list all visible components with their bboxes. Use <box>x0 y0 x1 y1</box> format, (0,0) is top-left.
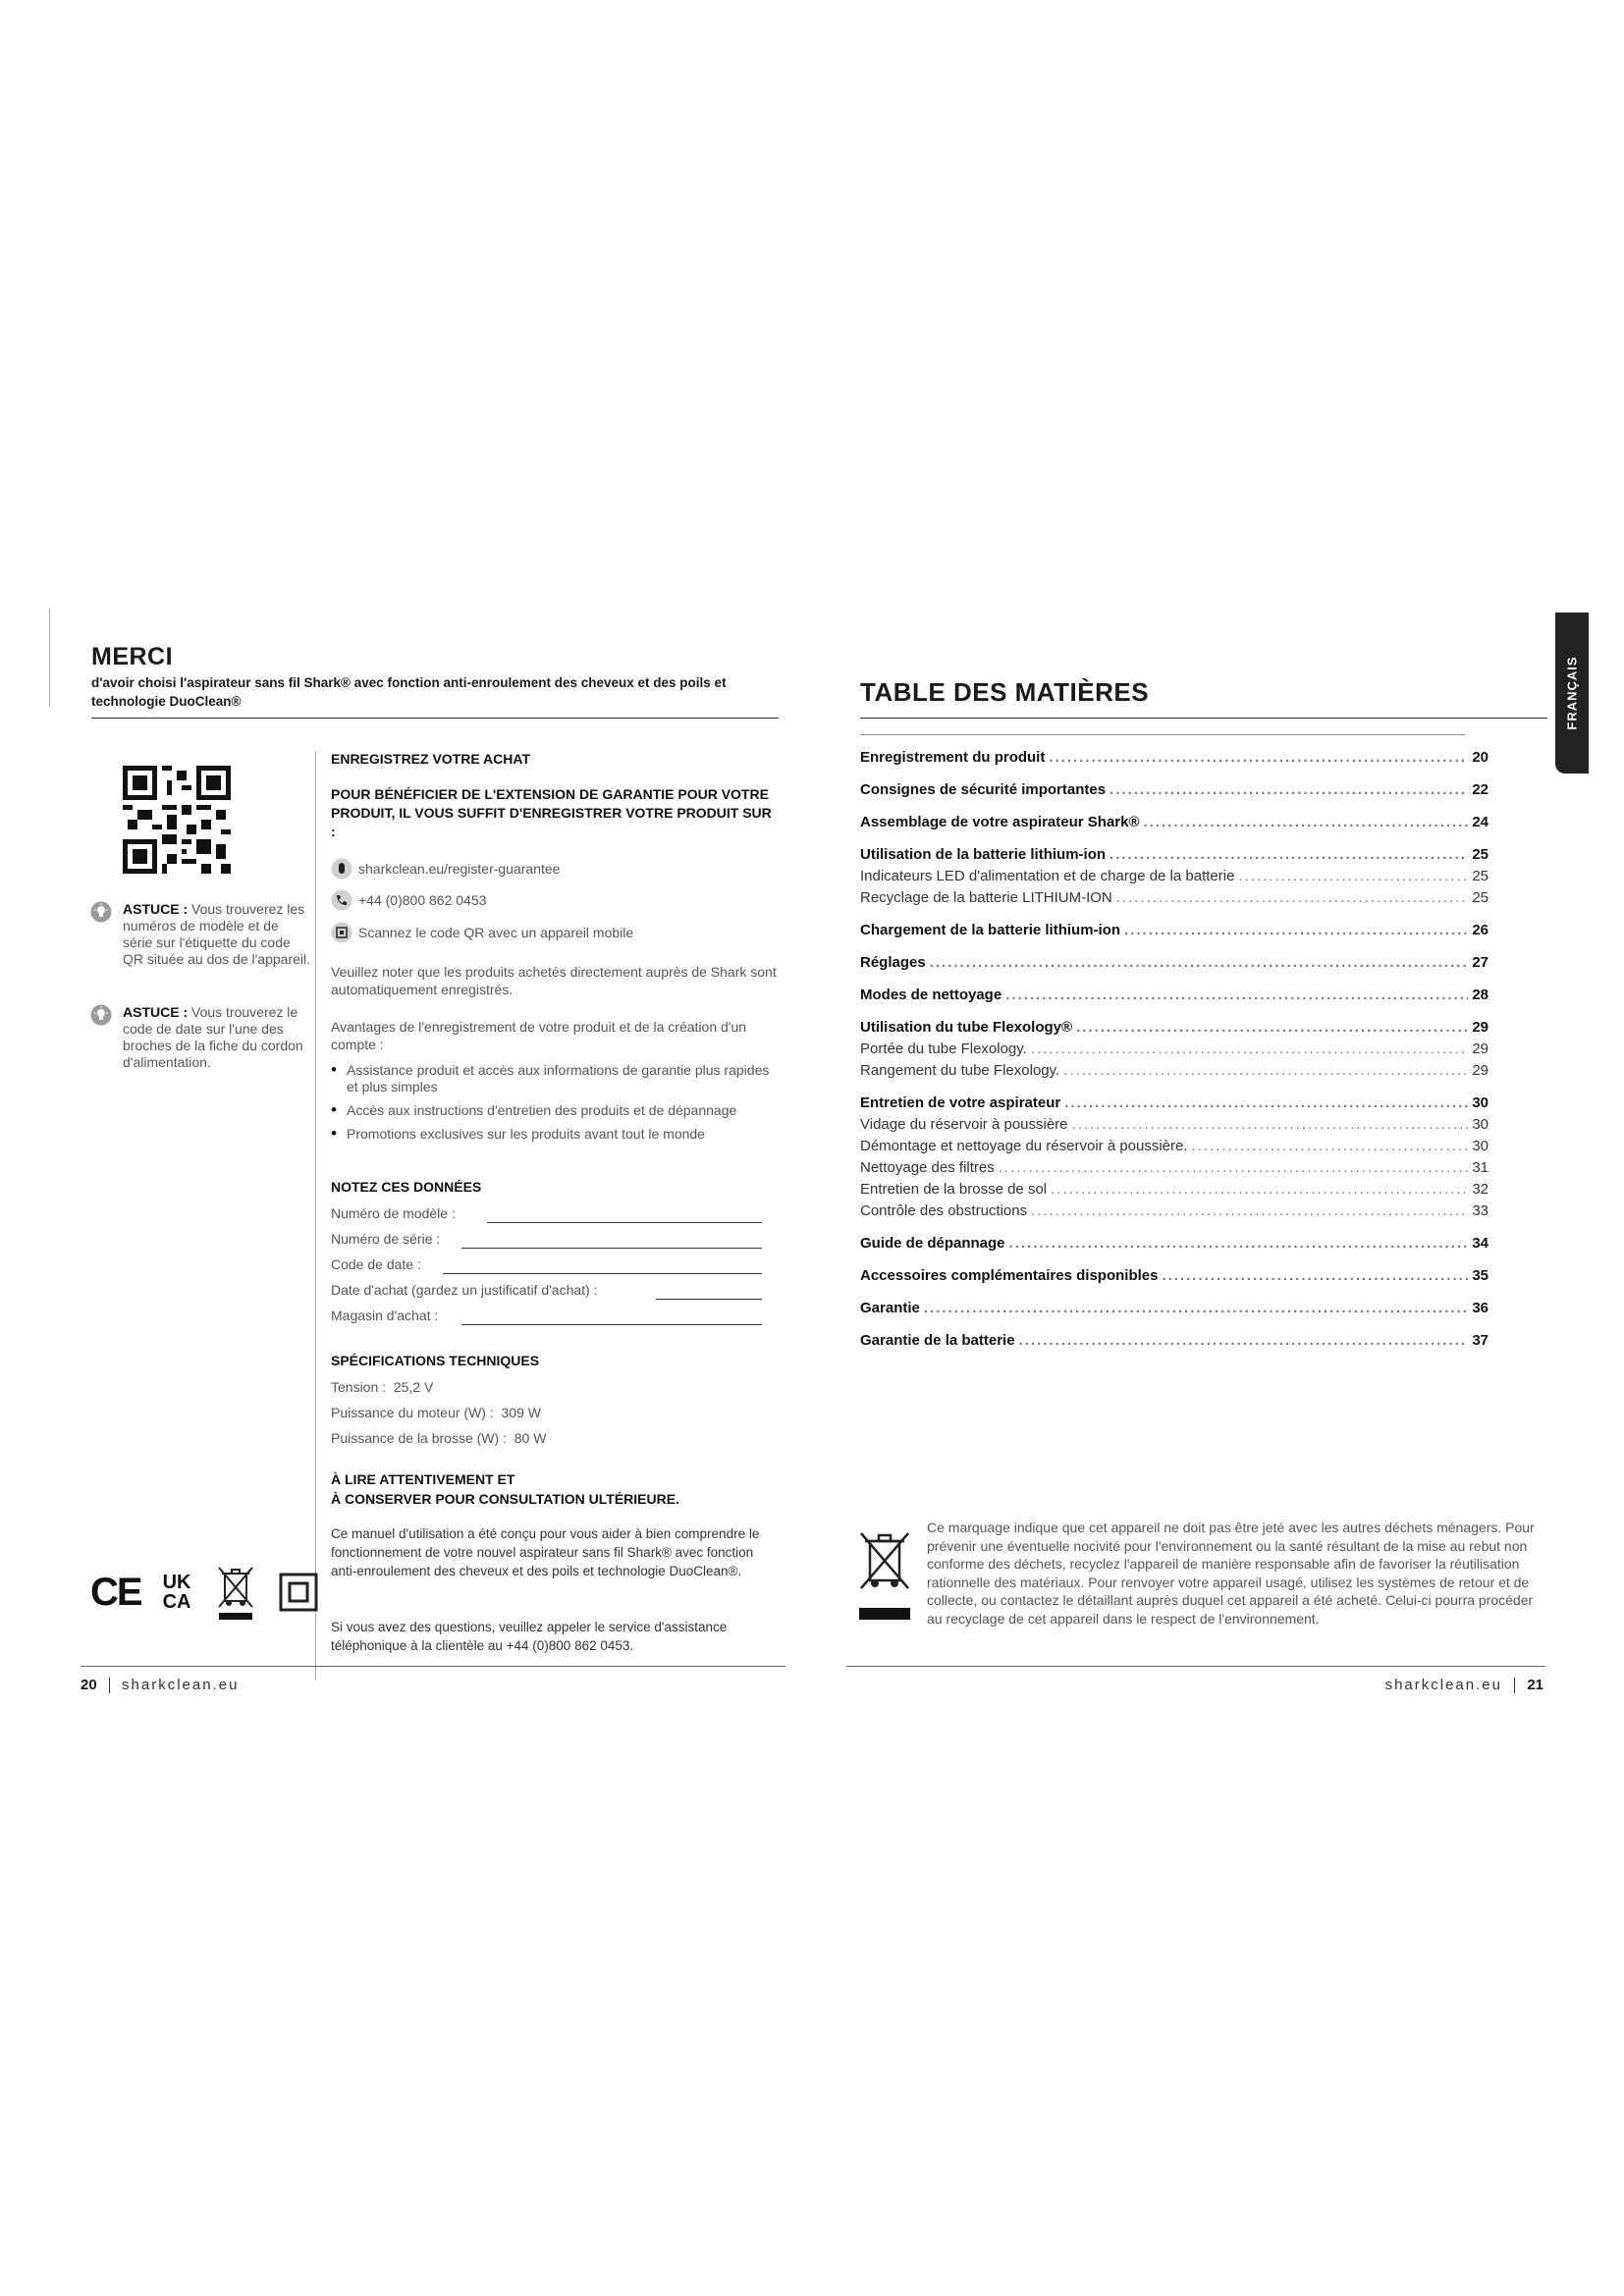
toc-entry[interactable] <box>860 749 1489 771</box>
qr-code-icon <box>123 766 231 874</box>
toc-leader-dots <box>1009 1235 1469 1252</box>
ukca-top: UK <box>162 1572 191 1593</box>
toc-entry-page: 28 <box>1472 987 1489 1003</box>
toc-leader-dots <box>1051 1181 1468 1198</box>
divider <box>860 718 1547 719</box>
lightbulb-icon <box>90 901 112 923</box>
toc-entry[interactable] <box>860 1300 1489 1321</box>
divider <box>91 718 779 719</box>
field-purchase-date-label: Date d'achat (gardez un justificatif d'achat) : <box>331 1282 598 1298</box>
toc-entry-title: Rangement du tube Flexology. <box>860 1062 1060 1079</box>
spec-value: 80 W <box>514 1430 547 1446</box>
double-insulation-icon <box>279 1573 318 1612</box>
toc-leader-dots <box>1019 1332 1469 1349</box>
toc-entry-title: Consignes de sécurité importantes <box>860 781 1107 798</box>
toc-entry-title: Indicateurs LED d'alimentation et de charge de la batterie <box>860 868 1235 884</box>
field-date-code-input[interactable] <box>443 1273 762 1274</box>
toc-entry-title: Entretien de votre aspirateur <box>860 1095 1061 1111</box>
register-url[interactable]: sharkclean.eu/register-guarantee <box>358 861 561 877</box>
list-item: • Assistance produit et accès aux informations de garantie plus rapides et plus simples <box>331 1062 783 1095</box>
toc-entry-page: 29 <box>1472 1041 1489 1057</box>
weee-bin-icon <box>216 1564 255 1621</box>
toc-top-rule <box>860 734 1465 735</box>
toc-title: TABLE DES MATIÈRES <box>860 677 1150 707</box>
toc-entry[interactable] <box>860 1095 1489 1116</box>
ce-mark: CE <box>90 1570 141 1614</box>
spec-label: Puissance du moteur (W) : <box>331 1405 494 1420</box>
spec-brush <box>331 1430 546 1446</box>
spec-value: 309 W <box>501 1405 541 1420</box>
toc-entry-title: Accessoires complémentaires disponibles <box>860 1267 1159 1284</box>
page-number: 20 <box>81 1677 97 1693</box>
field-store-input[interactable] <box>461 1324 762 1325</box>
register-phone: +44 (0)800 862 0453 <box>358 892 487 908</box>
footer-separator <box>109 1678 110 1693</box>
toc-entry[interactable] <box>860 846 1489 868</box>
toc-entry-page: 33 <box>1472 1202 1489 1219</box>
toc-leader-dots <box>1049 749 1468 766</box>
list-item: • Accès aux instructions d'entretien des produits et de dépannage <box>331 1102 783 1119</box>
toc-leader-dots <box>1063 1062 1468 1079</box>
toc-leader-dots <box>1031 1202 1468 1219</box>
toc-entry-page: 26 <box>1472 922 1489 938</box>
toc-leader-dots <box>1031 1041 1468 1057</box>
toc-leader-dots <box>1144 814 1469 830</box>
toc-entry[interactable] <box>860 1332 1489 1354</box>
read-heading-2: À CONSERVER POUR CONSULTATION ULTÉRIEURE. <box>331 1491 679 1507</box>
toc-entry[interactable] <box>860 1041 1489 1062</box>
toc-leader-dots <box>999 1159 1469 1176</box>
read-paragraph-1: Ce manuel d'utilisation a été conçu pour vous aider à bien comprendre le fonctionnement de votre nouvel aspirateur sans fil Shark® avec fonction anti-enroulement des cheveux et des poils et technologie DuoClean®. <box>331 1526 760 1578</box>
toc-entry[interactable] <box>860 1159 1489 1181</box>
spec-label: Puissance de la brosse (W) : <box>331 1430 507 1446</box>
tip-label: ASTUCE : <box>123 901 189 917</box>
field-model-input[interactable] <box>487 1222 762 1223</box>
footer-site: sharkclean.eu <box>1384 1677 1502 1693</box>
read-paragraph-2: Si vous avez des questions, veuillez appeler le service d'assistance téléphonique à la clientèle au +44 (0)800 862 0453. <box>331 1620 728 1653</box>
specs-heading: SPÉCIFICATIONS TECHNIQUES <box>331 1353 540 1368</box>
toc-leader-dots <box>1110 781 1468 798</box>
register-note: Veuillez noter que les produits achetés directement auprès de Shark sont automatiquement enregistrés. <box>331 964 777 997</box>
field-model-label: Numéro de modèle : <box>331 1205 456 1221</box>
lightbulb-icon <box>90 1004 112 1026</box>
benefits-list <box>331 1062 783 1149</box>
toc-leader-dots <box>1192 1138 1469 1154</box>
toc-entry-page: 24 <box>1472 814 1489 830</box>
toc-entry[interactable] <box>860 1116 1489 1138</box>
toc-entry-page: 20 <box>1472 749 1489 766</box>
footer-right <box>1385 1677 1543 1693</box>
toc-entry[interactable] <box>860 922 1489 943</box>
toc-entry-page: 32 <box>1472 1181 1489 1198</box>
tip-text: Vous trouverez les numéros de modèle et de série sur l'étiquette du code QR située au dos de l'appareil. <box>123 901 311 967</box>
spec-label: Tension : <box>331 1379 387 1395</box>
toc-entry-title: Réglages <box>860 954 926 971</box>
list-item: • Promotions exclusives sur les produits avant tout le monde <box>331 1126 783 1143</box>
footer-left <box>81 1677 239 1693</box>
footer-divider <box>846 1666 1545 1667</box>
toc-entry-page: 29 <box>1472 1062 1489 1079</box>
toc-entry[interactable] <box>860 1019 1489 1041</box>
margin-mark <box>49 609 50 707</box>
toc-entry-title: Assemblage de votre aspirateur Shark® <box>860 814 1140 830</box>
toc-entry-title: Recyclage de la batterie LITHIUM-ION <box>860 889 1112 906</box>
phone-icon <box>331 889 352 911</box>
toc-entry-page: 36 <box>1472 1300 1489 1316</box>
footer-divider <box>81 1666 785 1667</box>
toc-entry-page: 27 <box>1472 954 1489 971</box>
read-heading-1: À LIRE ATTENTIVEMENT ET <box>331 1471 515 1487</box>
toc-leader-dots <box>1162 1267 1468 1284</box>
toc-entry-page: 25 <box>1472 868 1489 884</box>
field-store-label: Magasin d'achat : <box>331 1308 439 1323</box>
toc-entry-title: Nettoyage des filtres <box>860 1159 995 1176</box>
field-serial-input[interactable] <box>461 1248 762 1249</box>
field-serial-label: Numéro de série : <box>331 1231 441 1247</box>
field-purchase-date-input[interactable] <box>656 1299 762 1300</box>
toc-entry-title: Vidage du réservoir à poussière <box>860 1116 1068 1133</box>
footer-site: sharkclean.eu <box>122 1677 240 1693</box>
language-tab-label: FRANÇAIS <box>1564 656 1580 730</box>
certification-logos <box>90 1569 318 1616</box>
tip-label: ASTUCE : <box>123 1004 189 1020</box>
toc-entry[interactable] <box>860 781 1489 803</box>
scan-qr-icon <box>331 922 352 943</box>
toc-leader-dots <box>930 954 1469 971</box>
toc-entry-title: Enregistrement du produit <box>860 749 1046 766</box>
ukca-bottom: CA <box>162 1591 191 1613</box>
toc-entry-title: Modes de nettoyage <box>860 987 1002 1003</box>
field-date-code-label: Code de date : <box>331 1256 421 1272</box>
toc-leader-dots <box>1110 846 1468 863</box>
toc-entry-title: Utilisation du tube Flexology® <box>860 1019 1073 1036</box>
spec-value: 25,2 V <box>393 1379 434 1395</box>
toc-entry[interactable] <box>860 1235 1489 1256</box>
register-phone-row <box>331 888 486 912</box>
toc-leader-dots <box>1116 889 1469 906</box>
toc-entry-page: 25 <box>1472 846 1489 863</box>
record-heading: NOTEZ CES DONNÉES <box>331 1179 482 1195</box>
toc-entry[interactable] <box>860 1138 1489 1159</box>
toc-entry-title: Portée du tube Flexology. <box>860 1041 1027 1057</box>
benefits-intro: Avantages de l'enregistrement de votre produit et de la création d'un compte : <box>331 1019 747 1052</box>
toc-entry-title: Garantie <box>860 1300 920 1316</box>
column-divider <box>315 752 316 1680</box>
register-scan: Scannez le code QR avec un appareil mobile <box>358 925 634 940</box>
register-heading: ENREGISTREZ VOTRE ACHAT <box>331 751 531 767</box>
mouse-icon <box>331 858 352 880</box>
toc-entry-title: Contrôle des obstructions <box>860 1202 1028 1219</box>
ukca-mark <box>163 1573 191 1612</box>
toc-entry-title: Garantie de la batterie <box>860 1332 1015 1349</box>
toc-entry[interactable] <box>860 1202 1489 1224</box>
toc-entry-page: 35 <box>1472 1267 1489 1284</box>
toc-entry-page: 31 <box>1472 1159 1489 1176</box>
toc-entry-page: 34 <box>1472 1235 1489 1252</box>
toc-entry[interactable] <box>860 814 1489 835</box>
register-web-row <box>331 857 560 881</box>
toc-entry-title: Démontage et nettoyage du réservoir à poussière. <box>860 1138 1188 1154</box>
language-tab <box>1555 613 1589 774</box>
tip-text: Vous trouverez le code de date sur l'une des broches de la fiche du cordon d'alimentation. <box>123 1004 303 1070</box>
weee-bin-icon <box>856 1527 913 1626</box>
register-scan-row <box>331 921 633 944</box>
register-subheading: POUR BÉNÉFICIER DE L'EXTENSION DE GARANTIE POUR VOTRE PRODUIT, IL VOUS SUFFIT D'ENREGISTRER VOTRE PRODUIT SUR : <box>331 786 772 839</box>
toc-entry-title: Guide de dépannage <box>860 1235 1005 1252</box>
toc-entry-page: 29 <box>1472 1019 1489 1036</box>
toc-entry[interactable] <box>860 868 1489 889</box>
weee-notice: Ce marquage indique que cet appareil ne doit pas être jeté avec les autres déchets ménagers. Pour prévenir une éventuelle nocivité pour l'environnement ou la santé résultant de la mise au rebut non conforme des déchets, recyclez l'appareil de manière responsable afin de favoriser la réutilisation rationnelle des matériaux. Pour renvoyer votre appareil usagé, utilisez les systèmes de retour et de collecte, ou contactez le détaillant auprès duquel cet appareil a été acheté. Celui-ci pourra procéder au recyclage de cet appareil dans le respect de l'environnement. <box>927 1520 1535 1627</box>
toc-entry-page: 30 <box>1472 1095 1489 1111</box>
toc-entry[interactable] <box>860 954 1489 976</box>
toc-leader-dots <box>1005 987 1468 1003</box>
spec-tension <box>331 1379 433 1395</box>
page-number: 21 <box>1527 1677 1543 1693</box>
footer-separator <box>1514 1678 1515 1693</box>
page-title: MERCI <box>91 643 174 670</box>
toc-entry-page: 30 <box>1472 1138 1489 1154</box>
spec-motor <box>331 1405 541 1420</box>
tip-model-serial <box>90 901 311 968</box>
toc-leader-dots <box>1076 1019 1468 1036</box>
toc-entry-title: Entretien de la brosse de sol <box>860 1181 1048 1198</box>
toc-leader-dots <box>1238 868 1468 884</box>
toc-entry-title: Chargement de la batterie lithium-ion <box>860 922 1121 938</box>
toc-entry-title: Utilisation de la batterie lithium-ion <box>860 846 1107 863</box>
toc-entry-page: 37 <box>1472 1332 1489 1349</box>
toc-entry-page: 25 <box>1472 889 1489 906</box>
toc-entry[interactable] <box>860 1062 1489 1084</box>
toc-entry-page: 30 <box>1472 1116 1489 1133</box>
page-subtitle: d'avoir choisi l'aspirateur sans fil Shark® avec fonction anti-enroulement des cheveux et des poils et technologie DuoClean® <box>91 675 727 709</box>
toc-leader-dots <box>924 1300 1468 1316</box>
toc-leader-dots <box>1072 1116 1469 1133</box>
toc-leader-dots <box>1064 1095 1468 1111</box>
toc-entry[interactable] <box>860 987 1489 1008</box>
toc-entry[interactable] <box>860 889 1489 911</box>
tip-date-code <box>90 1004 311 1071</box>
toc-entry[interactable] <box>860 1181 1489 1202</box>
toc-leader-dots <box>1124 922 1468 938</box>
toc-entry[interactable] <box>860 1267 1489 1289</box>
toc-entry-page: 22 <box>1472 781 1489 798</box>
